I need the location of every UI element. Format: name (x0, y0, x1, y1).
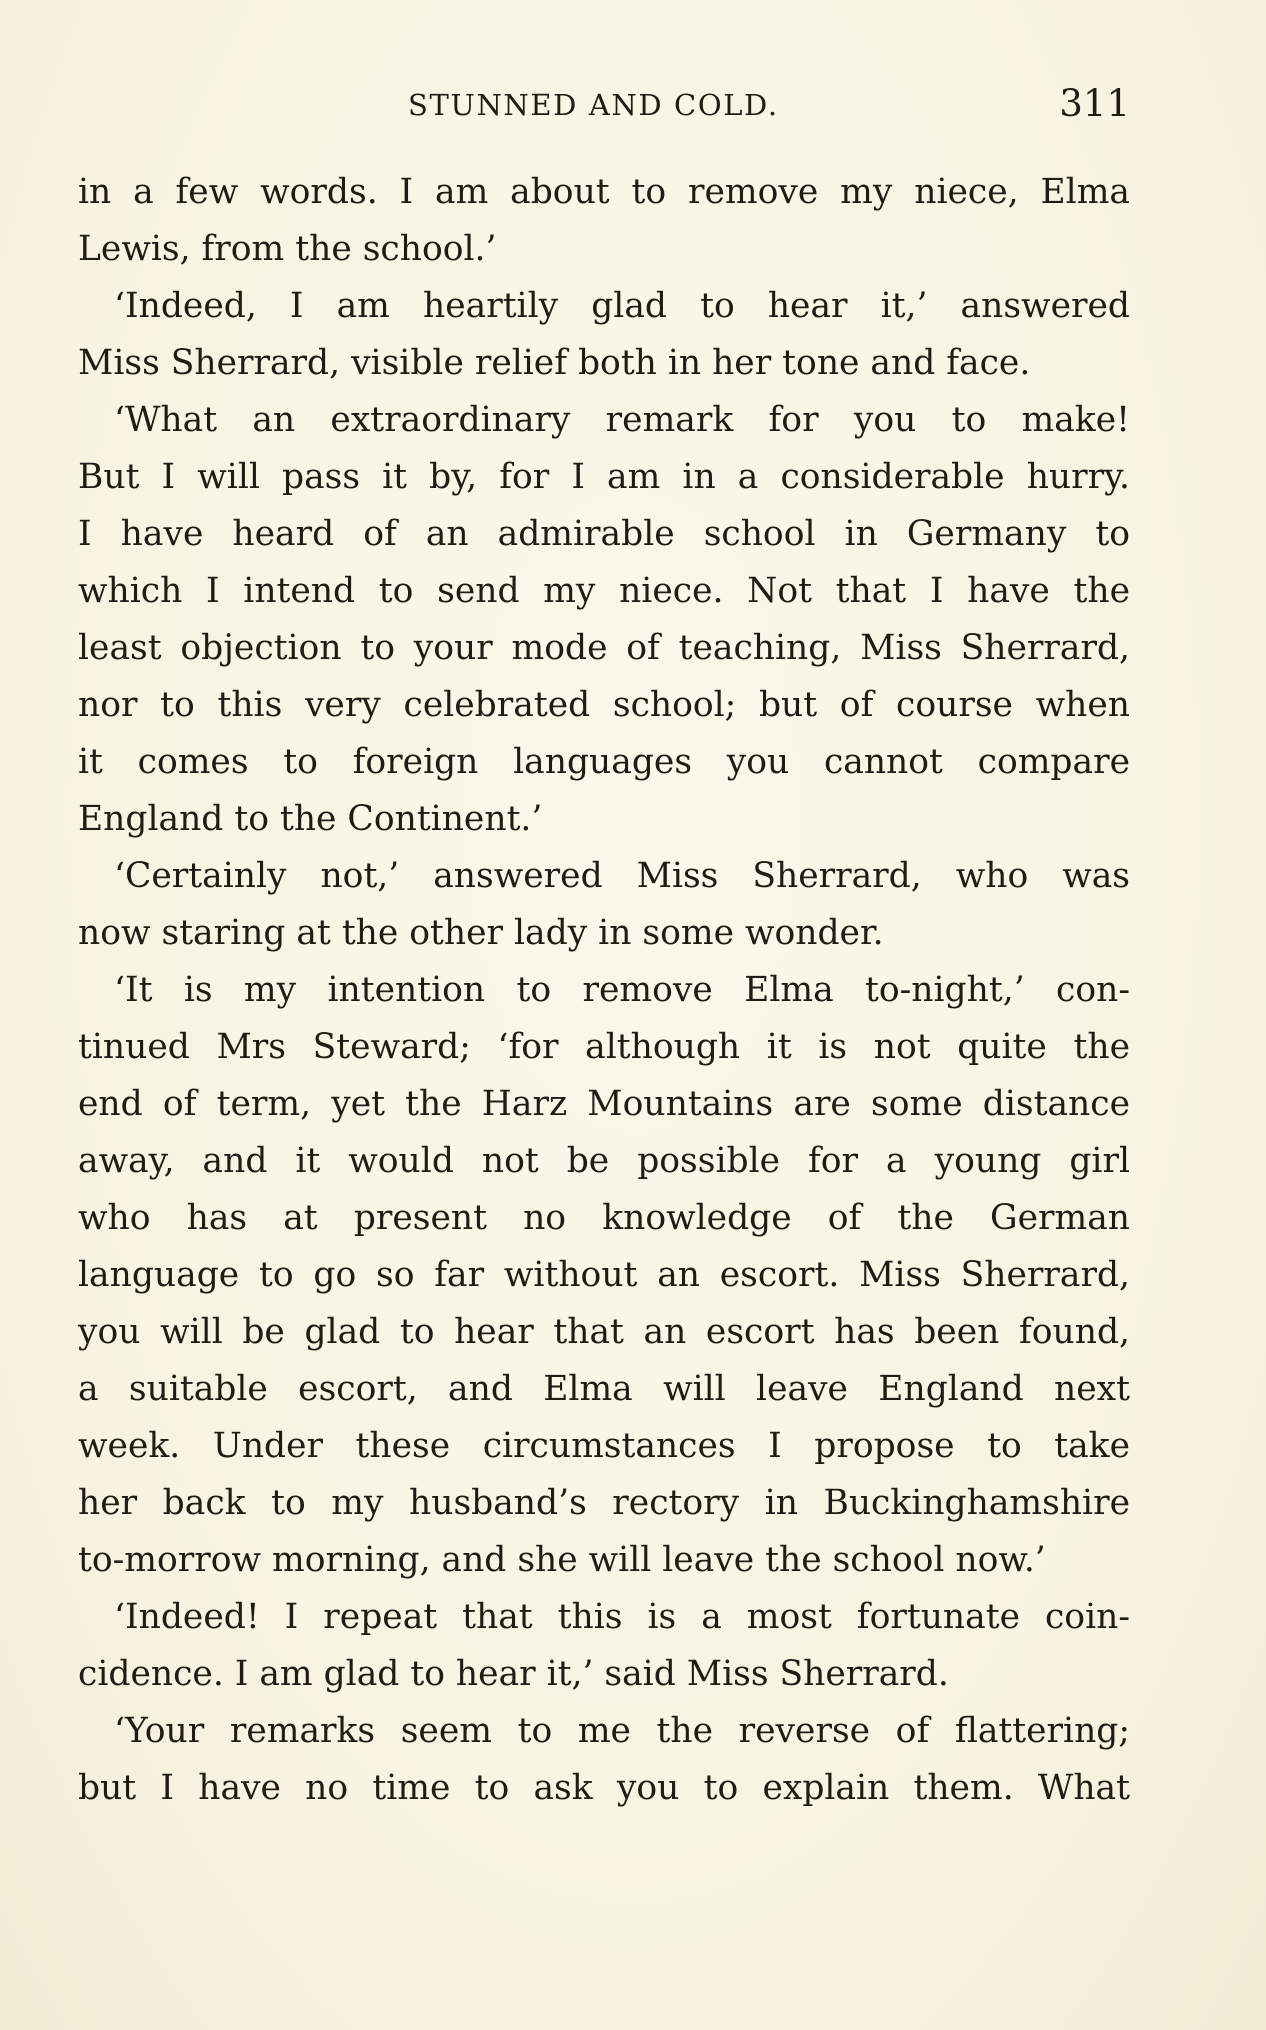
text-line: but I have no time to ask you to explain them. What (78, 1768, 1130, 1808)
text-line: language to go so far without an escort. Miss Sherrard, (78, 1255, 1130, 1295)
page-number: 311 (1059, 82, 1130, 125)
text-line: I have heard of an admirable school in Germany to (78, 514, 1130, 554)
text-line: her back to my husband’s rectory in Buckinghamshire (78, 1483, 1130, 1523)
text-line: ‘Indeed! I repeat that this is a most fortunate coin- (114, 1597, 1130, 1637)
page-header (78, 82, 1130, 132)
text-line: away, and it would not be possible for a young girl (78, 1141, 1130, 1181)
text-line: ‘Your remarks seem to me the reverse of flattering; (114, 1711, 1130, 1751)
text-line: week. Under these circumstances I propose to take (78, 1426, 1130, 1466)
text-line: in a few words. I am about to remove my niece, Elma (78, 172, 1130, 212)
text-line: end of term, yet the Harz Mountains are some distance (78, 1084, 1130, 1124)
text-line: England to the Continent.’ (78, 799, 543, 839)
running-head: STUNNED AND COLD. (408, 88, 779, 122)
text-line: ‘It is my intention to remove Elma to-night,’ con- (114, 970, 1130, 1010)
text-line: ‘Certainly not,’ answered Miss Sherrard, who was (114, 856, 1130, 896)
text-line: who has at present no knowledge of the German (78, 1198, 1130, 1238)
text-line: ‘Indeed, I am heartily glad to hear it,’ answered (114, 286, 1130, 326)
text-line: least objection to your mode of teaching, Miss Sherrard, (78, 628, 1130, 668)
text-line: it comes to foreign languages you cannot compare (78, 742, 1130, 782)
text-line: But I will pass it by, for I am in a considerable hurry. (78, 457, 1130, 497)
text-line: now staring at the other lady in some wonder. (78, 913, 884, 953)
text-line: which I intend to send my niece. Not that I have the (78, 571, 1130, 611)
text-line: Miss Sherrard, visible relief both in her tone and face. (78, 343, 1031, 383)
text-line: to-morrow morning, and she will leave the school now.’ (78, 1540, 1046, 1580)
text-line: tinued Mrs Steward; ‘for although it is not quite the (78, 1027, 1130, 1067)
text-line: Lewis, from the school.’ (78, 229, 497, 269)
text-line: a suitable escort, and Elma will leave England next (78, 1369, 1130, 1409)
text-line: you will be glad to hear that an escort has been found, (78, 1312, 1130, 1352)
text-line: cidence. I am glad to hear it,’ said Miss Sherrard. (78, 1654, 949, 1694)
body-text (78, 164, 1130, 1817)
text-line: nor to this very celebrated school; but of course when (78, 685, 1130, 725)
text-line: ‘What an extraordinary remark for you to make! (114, 400, 1130, 440)
